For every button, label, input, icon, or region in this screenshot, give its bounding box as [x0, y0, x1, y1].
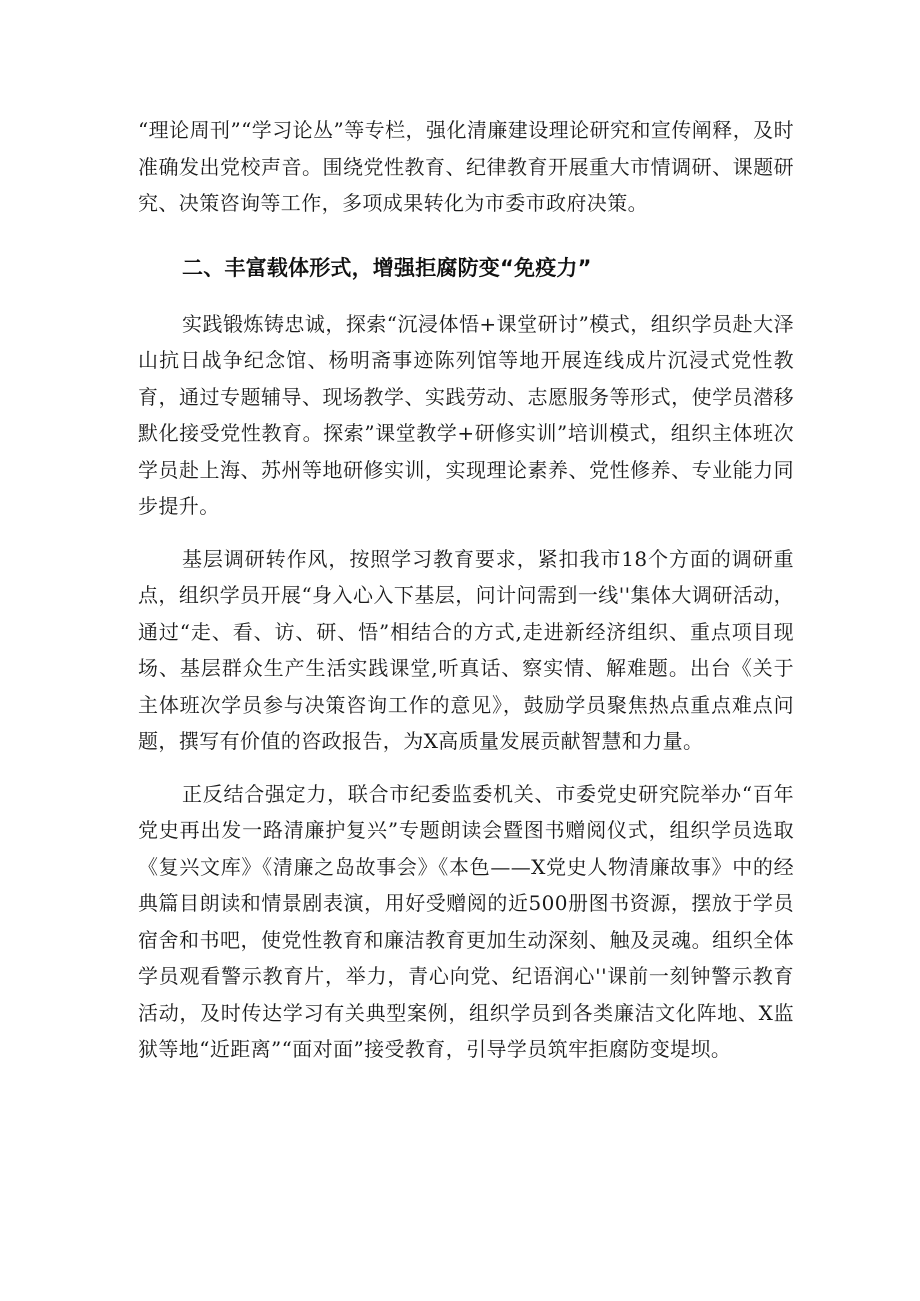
- practice-paragraph: 实践锻炼铸忠诚，探索“沉浸体悟+课堂研讨”模式，组织学员赴大泽山抗日战争纪念馆、杨明斋事迹陈列馆等地开展连线成片沉浸式党性教育，通过专题辅导、现场教学、实践劳动、志愿服务等形式，使学员潜移默化接受党性教育。探索”课堂教学+研修实训”培训模式，组织主体班次学员赴上海、苏州等地研修实训，实现理论素养、党性修养、专业能力同步提升。: [138, 311, 794, 518]
- integrity-paragraph: 正反结合强定力，联合市纪委监委机关、市委党史研究院举办“百年党史再出发一路清廉护复兴”专题朗读会暨图书赠阅仪式，组织学员选取《复兴文库》《清廉之岛故事会》《本色——X党史人物清廉故事》中的经典篇目朗读和情景剧表演，用好受赠阅的近500册图书资源，摆放于学员宿舍和书吧，使党性教育和廉洁教育更加生动深刻、触及灵魂。组织全体学员观看警示教育片，举力，青心向党、纪语润心''课前一刻钟警示教育活动，及时传达学习有关典型案例，组织学员到各类廉洁文化阵地、X监狱等地“近距离”“面对面”接受教育，引导学员筑牢拒腐防变堤坝。: [138, 781, 794, 1061]
- intro-continuation-paragraph: “理论周刊”“学习论丛”等专栏，强化清廉建设理论研究和宣传阐释，及时准确发出党校声音。围绕党性教育、纪律教育开展重大市情调研、课题研究、决策咨询等工作，多项成果转化为市委市政府决策。: [138, 118, 794, 215]
- research-paragraph: 基层调研转作风，按照学习教育要求，紧扣我市18个方面的调研重点，组织学员开展“身入心入下基层，问计问需到一线''集体大调研活动，通过“走、看、访、研、悟”相结合的方式,走进新经济组织、重点项目现场、基层群众生产生活实践课堂,听真话、察实情、解难题。出台《关于主体班次学员参与决策咨询工作的意见》，鼓励学员聚焦热点重点难点问题，撰写有价值的咨政报告，为X高质量发展贡献智慧和力量。: [138, 546, 794, 753]
- section-heading: 二、丰富载体形式，增强拒腐防变“免疫力”: [182, 255, 592, 280]
- document-body: [138, 112, 794, 1068]
